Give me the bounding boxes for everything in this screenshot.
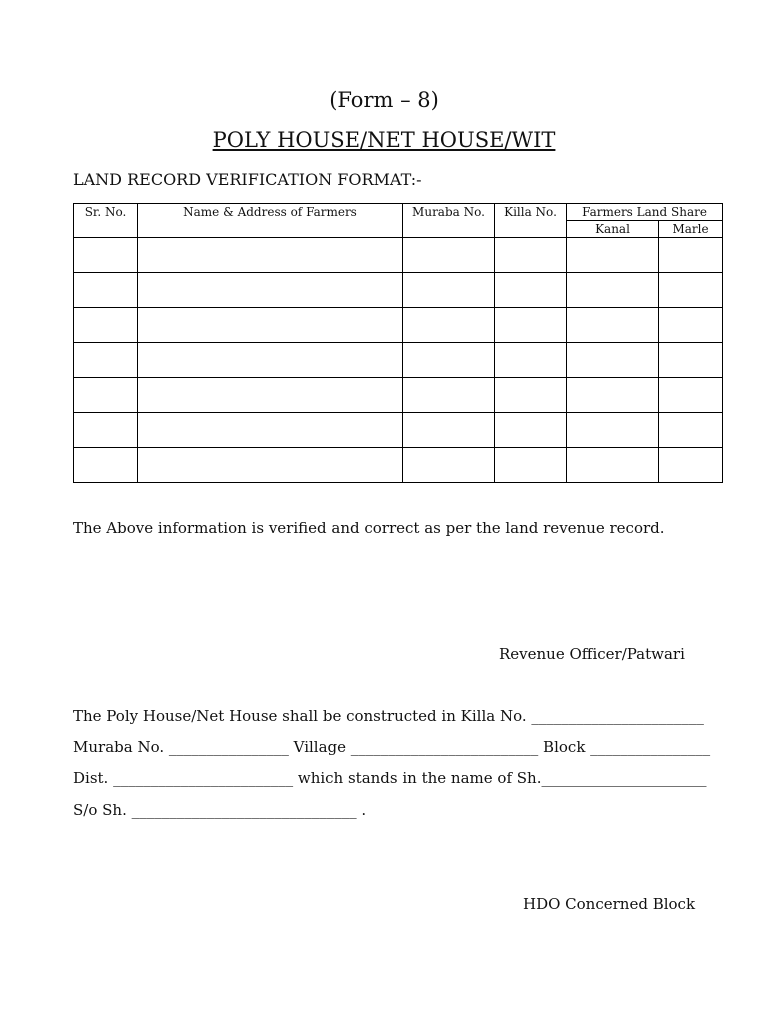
- land-record-table: [73, 203, 723, 483]
- table-cell: [659, 238, 723, 273]
- table-cell: [403, 378, 495, 413]
- construction-district-owner-line: Dist. ________________________ which stands in the name of Sh.______________________: [73, 769, 707, 787]
- header-name-address: Name & Address of Farmers: [138, 204, 403, 238]
- table-row: [74, 273, 723, 308]
- form-number: (Form – 8): [329, 88, 439, 112]
- table-cell: [403, 308, 495, 343]
- table-cell: [659, 413, 723, 448]
- table-cell: [74, 448, 138, 483]
- table-cell: [495, 448, 567, 483]
- table-row: [74, 378, 723, 413]
- table-row: [74, 343, 723, 378]
- table-cell: [659, 308, 723, 343]
- table-cell: [495, 343, 567, 378]
- table-cell: [495, 308, 567, 343]
- table-cell: [138, 448, 403, 483]
- table-cell: [403, 413, 495, 448]
- table-cell: [138, 343, 403, 378]
- table-cell: [403, 273, 495, 308]
- table-cell: [659, 273, 723, 308]
- table-cell: [138, 308, 403, 343]
- form-title: POLY HOUSE/NET HOUSE/WIT: [212, 128, 556, 152]
- table-cell: [74, 343, 138, 378]
- table-cell: [659, 378, 723, 413]
- table-cell: [495, 413, 567, 448]
- header-kanal: Kanal: [567, 221, 659, 238]
- table-cell: [138, 413, 403, 448]
- table-cell: [403, 238, 495, 273]
- table-cell: [74, 308, 138, 343]
- verification-statement: The Above information is verified and correct as per the land revenue record.: [73, 519, 665, 537]
- table-cell: [567, 343, 659, 378]
- table-cell: [495, 238, 567, 273]
- section-heading: LAND RECORD VERIFICATION FORMAT:-: [73, 170, 422, 189]
- construction-muraba-village-block-line: Muraba No. ________________ Village _________________________ Block ________________: [73, 738, 711, 756]
- table-row: [74, 448, 723, 483]
- table-cell: [138, 378, 403, 413]
- table-cell: [138, 273, 403, 308]
- revenue-officer-signature-label: Revenue Officer/Patwari: [499, 645, 685, 663]
- header-sr-no: Sr. No.: [74, 204, 138, 238]
- table-cell: [567, 273, 659, 308]
- table-cell: [74, 378, 138, 413]
- header-killa-no: Killa No.: [495, 204, 567, 238]
- table-cell: [567, 308, 659, 343]
- table-cell: [138, 238, 403, 273]
- table-cell: [403, 448, 495, 483]
- table-row: [74, 413, 723, 448]
- table-row: [74, 238, 723, 273]
- table-row: [74, 308, 723, 343]
- table-cell: [495, 273, 567, 308]
- header-marle: Marle: [659, 221, 723, 238]
- table-cell: [659, 448, 723, 483]
- table-cell: [495, 378, 567, 413]
- table-cell: [659, 343, 723, 378]
- table-cell: [567, 238, 659, 273]
- hdo-signature-label: HDO Concerned Block: [523, 895, 696, 913]
- table-cell: [567, 413, 659, 448]
- table-cell: [567, 378, 659, 413]
- table-cell: [74, 413, 138, 448]
- construction-son-of-line: S/o Sh. ______________________________ .: [73, 801, 367, 819]
- table-cell: [403, 343, 495, 378]
- table-cell: [567, 448, 659, 483]
- table-cell: [74, 238, 138, 273]
- header-muraba-no: Muraba No.: [403, 204, 495, 238]
- construction-killa-line: The Poly House/Net House shall be constructed in Killa No. _______________________: [73, 707, 704, 725]
- table-cell: [74, 273, 138, 308]
- table-body: [74, 238, 723, 483]
- header-land-share: Farmers Land Share: [567, 204, 723, 221]
